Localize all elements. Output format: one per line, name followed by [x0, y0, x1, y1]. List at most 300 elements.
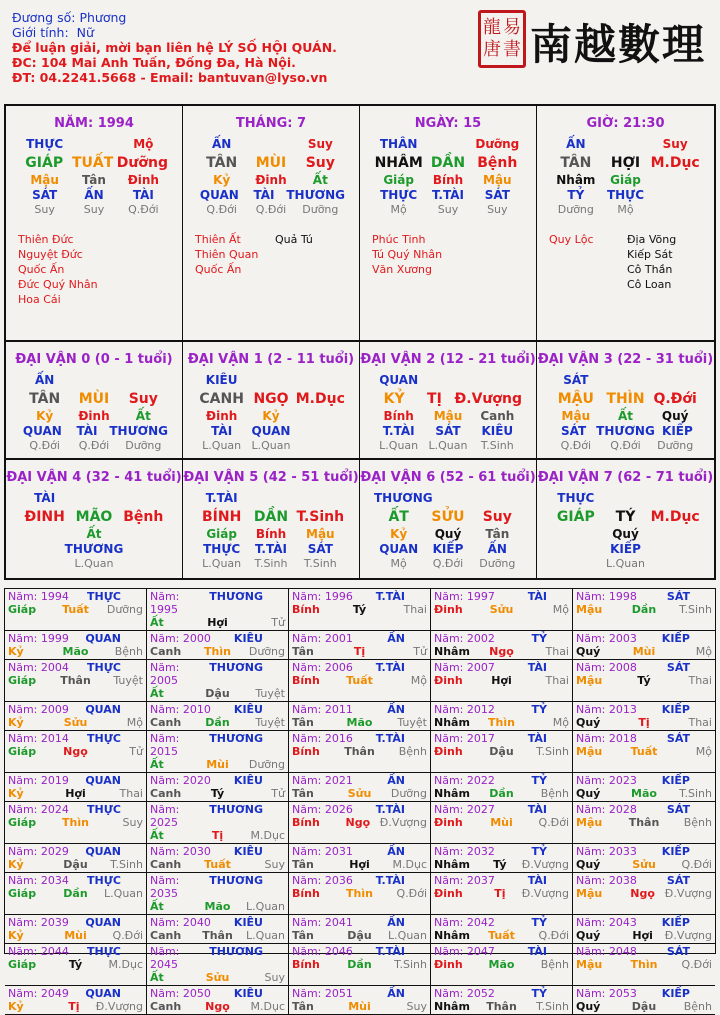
year-stem: Tân	[292, 929, 314, 942]
hidden-star: KIẾP	[662, 423, 693, 438]
year-phase: T.Sinh	[394, 958, 427, 971]
seal-stamp-icon: 龍 易 唐 書	[478, 10, 526, 68]
year-cell	[573, 844, 715, 873]
year-label: Năm: 2003	[576, 632, 637, 645]
year-cell	[573, 631, 715, 660]
year-cell	[289, 802, 431, 844]
hidden-stem: Ất	[86, 526, 102, 541]
year-stem: Giáp	[8, 816, 37, 829]
hidden-stem: Giáp	[383, 172, 414, 187]
year-phase: Bệnh	[398, 745, 427, 758]
year-label: Năm: 2026	[292, 803, 353, 816]
luck-cycle-0	[6, 342, 183, 460]
year-star: QUAN	[85, 916, 121, 929]
year-star: THỰC	[87, 590, 121, 603]
year-stem: Quý	[576, 645, 601, 658]
luck-phase: T.Sinh	[296, 508, 345, 525]
luck-star: KIÊU	[205, 372, 238, 387]
year-label: Năm: 2040	[150, 916, 211, 929]
year-branch: Sửu	[63, 716, 88, 729]
pillar-phase-top: Mộ	[133, 136, 154, 151]
year-star: QUAN	[85, 703, 121, 716]
year-phase: T.Sinh	[536, 745, 569, 758]
luck-phase: Bệnh	[123, 508, 164, 525]
hidden-stem: Bính	[383, 408, 414, 423]
year-stem: Quý	[576, 929, 601, 942]
year-cell	[5, 802, 147, 844]
year-stem: Kỷ	[8, 1000, 24, 1013]
year-star: KIÊU	[233, 845, 263, 858]
year-phase: Tử	[271, 787, 285, 800]
year-stem: Ất	[150, 829, 164, 842]
year-cell	[573, 915, 715, 944]
hidden-star: QUAN	[251, 423, 291, 438]
year-phase: Thai	[119, 787, 143, 800]
year-stem: Giáp	[8, 674, 37, 687]
year-cell	[147, 915, 289, 944]
year-label: Năm: 2015	[150, 732, 180, 758]
pillar-phase: Dưỡng	[116, 154, 168, 171]
year-label: Năm: 2024	[8, 803, 69, 816]
year-label: Năm: 2016	[292, 732, 353, 745]
year-cell	[147, 944, 289, 986]
year-branch: Sửu	[205, 971, 230, 984]
year-phase: Q.Đới	[681, 958, 712, 971]
hidden-phase: L.Quan	[74, 556, 114, 570]
year-star: KIÊU	[233, 916, 263, 929]
year-phase: Thai	[545, 645, 569, 658]
pillar-stem: TÂN	[206, 154, 238, 171]
year-label: Năm: 2032	[434, 845, 495, 858]
luck-stem: TÂN	[29, 390, 61, 407]
year-label: Năm: 2028	[576, 803, 637, 816]
year-branch: Tuất	[62, 603, 89, 616]
year-star: TÀI	[527, 945, 547, 958]
year-stem: Canh	[150, 929, 182, 942]
year-cell	[5, 589, 147, 631]
year-star: QUAN	[85, 845, 121, 858]
hidden-star: T.TÀI	[255, 541, 287, 556]
hidden-phase: L.Quan	[202, 556, 242, 570]
year-stem: Nhâm	[434, 929, 470, 942]
year-label: Năm: 2045	[150, 945, 180, 971]
hidden-phase: L.Quan	[379, 438, 419, 452]
year-stem: Giáp	[8, 887, 37, 900]
pillar-phase-top: Suy	[307, 136, 333, 151]
hidden-star: THỰC	[606, 187, 645, 202]
year-star: THỰC	[87, 803, 121, 816]
year-phase: Q.Đới	[538, 929, 569, 942]
year-cell	[5, 660, 147, 702]
year-star: QUAN	[85, 632, 121, 645]
year-branch: Tuất	[204, 858, 231, 871]
year-phase: Dưỡng	[106, 603, 143, 616]
year-branch: Mão	[204, 900, 231, 913]
special-stars-b: Quả Tú	[275, 233, 313, 246]
year-label: Năm: 2043	[576, 916, 637, 929]
hidden-stem: Đinh	[255, 172, 287, 187]
year-star: T.TÀI	[375, 945, 405, 958]
year-label: Năm: 2049	[8, 987, 69, 1000]
luck-phase: Đ.Vượng	[454, 390, 522, 407]
annual-table	[4, 588, 716, 1013]
year-stem: Bính	[292, 674, 320, 687]
hidden-phase: Q.Đới	[78, 438, 110, 452]
year-star: SÁT	[666, 874, 690, 887]
year-star: SÁT	[666, 590, 690, 603]
year-branch: Dậu	[489, 745, 514, 758]
hidden-stem: Mậu	[433, 408, 463, 423]
pillar-branch: DẦN	[430, 154, 466, 171]
hidden-stem: Kỷ	[36, 408, 54, 423]
pillar-star: THÂN	[379, 136, 418, 151]
hidden-star: ẤN	[84, 187, 104, 202]
year-cell	[5, 944, 147, 986]
hidden-star: THƯƠNG	[109, 423, 168, 438]
year-cell	[147, 660, 289, 702]
year-stem: Nhâm	[434, 716, 470, 729]
luck-star: ẤN	[34, 372, 55, 387]
year-label: Năm: 2048	[576, 945, 637, 958]
year-branch: Thìn	[62, 816, 89, 829]
year-phase: Suy	[406, 1000, 427, 1013]
year-branch: Hợi	[65, 787, 86, 800]
year-stem: Ất	[150, 687, 164, 700]
year-label: Năm: 2023	[576, 774, 637, 787]
year-stem: Bính	[292, 958, 320, 971]
year-star: QUAN	[85, 987, 121, 1000]
year-branch: Thân	[60, 674, 91, 687]
hidden-star: T.TÀI	[432, 187, 464, 202]
year-label: Năm: 2019	[8, 774, 69, 787]
hidden-star: KIÊU	[481, 423, 514, 438]
year-stem: Quý	[576, 858, 601, 871]
year-branch: Dần	[489, 787, 514, 800]
year-branch: Mùi	[64, 929, 87, 942]
year-phase: M.Dục	[108, 958, 143, 971]
year-stem: Tân	[292, 716, 314, 729]
year-phase: L.Quan	[388, 929, 427, 942]
year-stem: Ất	[150, 971, 164, 984]
year-cell	[573, 589, 715, 631]
year-star: TÀI	[527, 661, 547, 674]
year-stem: Kỷ	[8, 645, 24, 658]
year-cell	[431, 702, 573, 731]
special-stars-a: Phúc Tinh Tú Quý Nhân Văn Xương	[372, 233, 443, 276]
pillar-stem: TÂN	[560, 154, 592, 171]
year-branch: Thân	[628, 816, 660, 829]
hidden-phase: Dưỡng	[479, 556, 516, 570]
year-cell	[147, 773, 289, 802]
hidden-phase: Dưỡng	[557, 202, 594, 216]
hidden-star: TÀI	[253, 187, 275, 202]
year-stem: Kỷ	[8, 716, 24, 729]
year-stem: Canh	[150, 858, 182, 871]
year-cell	[147, 844, 289, 873]
year-branch: Tuất	[488, 929, 515, 942]
year-star: THƯƠNG	[209, 945, 263, 958]
luck-star: THỰC	[557, 490, 595, 505]
hidden-star: QUAN	[379, 541, 419, 556]
hidden-phase: Q.Đới	[128, 202, 159, 216]
year-branch: Tý	[352, 603, 367, 616]
hidden-stem: Quý	[434, 526, 462, 541]
year-stem: Đinh	[434, 674, 463, 687]
pillar-branch: MÙI	[255, 154, 287, 171]
luck-title: ĐẠI VẬN 2 (12 - 21 tuổi)	[360, 352, 536, 367]
hidden-star: SÁT	[560, 423, 587, 438]
year-phase: Đ.Vượng	[521, 858, 569, 871]
year-phase: Bệnh	[683, 1000, 712, 1013]
year-cell	[5, 986, 147, 1015]
year-cell	[289, 589, 431, 631]
special-stars-b: Địa Võng Kiếp Sát Cô Thần Cô Loan	[627, 233, 677, 291]
hidden-phase: Suy	[487, 202, 508, 216]
year-label: Năm: 2033	[576, 845, 637, 858]
year-star: KIẾP	[661, 774, 690, 787]
year-branch: Thìn	[346, 887, 373, 900]
year-stem: Tân	[292, 858, 314, 871]
year-star: KIẾP	[661, 632, 690, 645]
hidden-stem: Đinh	[78, 408, 110, 423]
year-phase: Thai	[545, 674, 569, 687]
luck-star: SÁT	[563, 372, 589, 387]
luck-title: ĐẠI VẬN 7 (62 - 71 tuổi)	[537, 470, 714, 485]
year-phase: Tử	[271, 616, 285, 629]
special-stars-a: Thiên Đức Nguyệt Đức Quốc Ấn Đức Quý Nhân Hoa Cái	[18, 233, 98, 306]
year-cell	[431, 631, 573, 660]
year-stem: Đinh	[434, 816, 463, 829]
year-star: TÀI	[527, 590, 547, 603]
year-phase: Tuyệt	[113, 674, 143, 687]
year-phase: T.Sinh	[110, 858, 143, 871]
year-stem: Ất	[150, 900, 164, 913]
hidden-stem: Giáp	[610, 172, 641, 187]
year-star: SÁT	[666, 945, 690, 958]
year-phase: Đ.Vượng	[521, 887, 569, 900]
year-label: Năm: 2014	[8, 732, 69, 745]
luck-stem: ĐINH	[24, 508, 65, 525]
year-stem: Nhâm	[434, 787, 470, 800]
hidden-phase: Q.Đới	[29, 438, 60, 452]
year-label: Năm: 2011	[292, 703, 353, 716]
year-branch: Mùi	[632, 645, 656, 658]
pillar-star: ẤN	[566, 136, 586, 151]
pillar-1	[183, 106, 360, 340]
year-phase: Suy	[264, 971, 285, 984]
hidden-star: TÀI	[132, 187, 154, 202]
hidden-phase: L.Quan	[202, 438, 242, 452]
hidden-stem: Kỷ	[390, 526, 408, 541]
year-branch: Mùi	[206, 758, 229, 771]
year-label: Năm: 2009	[8, 703, 69, 716]
year-label: Năm: 2021	[292, 774, 353, 787]
year-branch: Thìn	[488, 716, 515, 729]
year-label: Năm: 2036	[292, 874, 353, 887]
luck-title: ĐẠI VẬN 4 (32 - 41 tuổi)	[6, 470, 182, 485]
year-stem: Bính	[292, 887, 320, 900]
year-branch: Mão	[631, 787, 657, 800]
name-line: Đương số: Phương	[12, 10, 127, 25]
year-branch: Dậu	[631, 1000, 657, 1013]
year-stem: Kỷ	[8, 787, 24, 800]
year-cell	[289, 915, 431, 944]
year-label: Năm: 2034	[8, 874, 69, 887]
year-star: KIẾP	[661, 916, 690, 929]
year-label: Năm: 2051	[292, 987, 353, 1000]
year-phase: Mộ	[695, 745, 712, 758]
year-branch: Dậu	[63, 858, 88, 871]
hidden-star: THỰC	[203, 541, 241, 556]
year-star: TÀI	[527, 732, 547, 745]
luck-phase: Q.Đới	[653, 390, 697, 407]
year-star: KIẾP	[661, 845, 690, 858]
year-label: Năm: 2001	[292, 632, 353, 645]
year-label: Năm: 1997	[434, 590, 495, 603]
year-cell	[289, 631, 431, 660]
year-cell	[5, 915, 147, 944]
luck-cycles-grid	[4, 342, 716, 580]
year-phase: Bệnh	[683, 816, 712, 829]
hidden-star: TÀI	[76, 423, 98, 438]
year-stem: Quý	[576, 1000, 601, 1013]
year-cell	[573, 873, 715, 915]
year-label: Năm: 2022	[434, 774, 495, 787]
special-stars-a: Thiên Ất Thiên Quan Quốc Ấn	[195, 233, 259, 276]
year-star: TÀI	[527, 874, 547, 887]
year-phase: L.Quan	[246, 900, 285, 913]
luck-stem: KỶ	[383, 390, 405, 407]
year-phase: Bệnh	[540, 787, 569, 800]
year-stem: Kỷ	[8, 858, 24, 871]
hidden-star: QUAN	[199, 187, 239, 202]
year-star: TÀI	[527, 803, 547, 816]
year-cell	[147, 702, 289, 731]
luck-branch: TỊ	[427, 390, 442, 407]
year-phase: T.Sinh	[679, 787, 712, 800]
year-branch: Tý	[493, 858, 507, 871]
year-label: Năm: 2029	[8, 845, 69, 858]
year-phase: T.Sinh	[536, 1000, 569, 1013]
year-branch: Mùi	[490, 816, 513, 829]
luck-branch: SỬU	[431, 508, 465, 525]
luck-stem: BÍNH	[202, 508, 242, 525]
year-cell	[147, 589, 289, 631]
year-phase: Dưỡng	[248, 758, 285, 771]
year-star: ẤN	[387, 987, 405, 1000]
year-phase: Thai	[403, 603, 427, 616]
hidden-phase: Dưỡng	[125, 438, 162, 452]
year-cell	[431, 802, 573, 844]
luck-title: ĐẠI VẬN 1 (2 - 11 tuổi)	[187, 352, 355, 367]
year-label: Năm: 2038	[576, 874, 637, 887]
year-cell	[431, 986, 573, 1015]
year-stem: Canh	[150, 1000, 182, 1013]
year-star: KIẾP	[661, 703, 690, 716]
year-star: THỰC	[87, 874, 121, 887]
year-star: THƯƠNG	[209, 732, 263, 745]
year-phase: Q.Đới	[396, 887, 427, 900]
year-label: Năm: 2018	[576, 732, 637, 745]
year-branch: Ngọ	[63, 745, 88, 758]
hidden-stem: Mậu	[483, 172, 512, 187]
contact-line-3: ĐT: 04.2241.5668 - Email: bantuvan@lyso.vn	[12, 70, 328, 85]
luck-title: ĐẠI VẬN 5 (42 - 51 tuổi)	[183, 470, 359, 485]
year-star: T.TÀI	[375, 661, 405, 674]
luck-cycle-1	[183, 342, 360, 460]
year-cell	[147, 731, 289, 773]
year-phase: Mộ	[410, 674, 427, 687]
year-star: T.TÀI	[375, 803, 405, 816]
year-branch: Tý	[637, 674, 651, 687]
luck-stem: MẬU	[557, 390, 594, 407]
year-stem: Giáp	[8, 958, 37, 971]
year-label: Năm: 2052	[434, 987, 495, 1000]
year-label: Năm: 2035	[150, 874, 180, 900]
pillar-phase-top: Dưỡng	[475, 136, 520, 151]
hidden-phase: Mộ	[390, 556, 407, 570]
pillar-phase: M.Dục	[650, 154, 700, 171]
year-cell	[431, 915, 573, 944]
hidden-star: T.TÀI	[382, 423, 415, 438]
year-branch: Sửu	[347, 787, 372, 800]
year-phase: Mộ	[695, 645, 712, 658]
hidden-star: TÀI	[211, 423, 233, 438]
year-branch: Sửu	[489, 603, 514, 616]
year-star: T.TÀI	[375, 874, 405, 887]
year-phase: Đ.Vượng	[664, 929, 712, 942]
year-stem: Canh	[150, 645, 182, 658]
year-phase: Bệnh	[114, 645, 143, 658]
year-stem: Giáp	[8, 745, 37, 758]
four-pillars-grid	[4, 104, 716, 342]
year-branch: Tị	[211, 829, 224, 842]
luck-phase: Suy	[482, 508, 512, 525]
year-branch: Ngọ	[630, 887, 655, 900]
year-label: Năm: 1998	[576, 590, 637, 603]
year-star: THỰC	[87, 945, 121, 958]
year-label: Năm: 2044	[8, 945, 69, 958]
year-phase: Mộ	[126, 716, 143, 729]
hidden-stem: Ất	[312, 172, 328, 187]
year-label: Năm: 1995	[150, 590, 180, 616]
hidden-phase: T.Sinh	[480, 438, 514, 452]
hidden-stem: Tân	[82, 172, 106, 187]
year-phase: Dưỡng	[390, 787, 427, 800]
year-branch: Dậu	[205, 687, 230, 700]
luck-cycle-7	[537, 460, 714, 578]
year-phase: Q.Đới	[538, 816, 569, 829]
year-cell	[5, 731, 147, 773]
year-cell	[5, 773, 147, 802]
year-label: Năm: 2017	[434, 732, 495, 745]
year-star: KIÊU	[233, 774, 263, 787]
hidden-star: ẤN	[487, 541, 507, 556]
year-branch: Thìn	[630, 958, 658, 971]
year-label: Năm: 2007	[434, 661, 495, 674]
year-star: SÁT	[666, 803, 690, 816]
year-label: Năm: 2004	[8, 661, 69, 674]
year-phase: Tử	[129, 745, 143, 758]
luck-star: TÀI	[34, 490, 56, 505]
year-stem: Mậu	[576, 887, 603, 900]
year-stem: Mậu	[576, 674, 603, 687]
pillar-star: THỰC	[26, 136, 64, 151]
year-label: Năm: 2027	[434, 803, 495, 816]
year-phase: Thai	[688, 716, 712, 729]
pillar-phase-top: Suy	[662, 136, 688, 151]
special-stars-a: Quy Lộc	[549, 233, 594, 246]
